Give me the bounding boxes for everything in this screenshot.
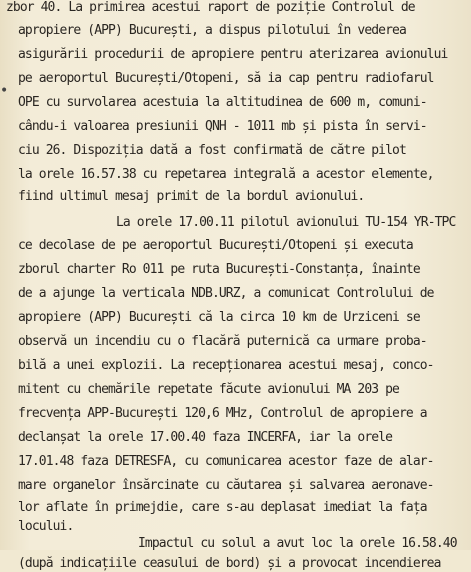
text-line: apropiere (APP) București că la circa 10 km de Urziceni se bbox=[18, 310, 420, 325]
text-line: ciu 26. Dispoziția dată a fost confirmată de către pilot bbox=[18, 143, 406, 158]
text-line: mare organelor însărcinate cu căutarea și salvarea aeronave- bbox=[18, 478, 434, 493]
text-line: la orele 16.57.38 cu repetarea integrală a acestor elemente, bbox=[18, 167, 434, 182]
text-line: (după indicațiile ceasului de bord) și a provocat incendierea bbox=[18, 556, 441, 571]
text-line: ce decolase de pe aeroportul București/Otopeni și executa bbox=[18, 238, 413, 253]
text-line: zborul charter Ro 011 pe ruta București-Constanța, înainte bbox=[18, 262, 420, 277]
text-line: pe aeroportul București/Otopeni, să ia cap pentru radiofarul bbox=[18, 71, 434, 86]
text-line: observă un incendiu cu o flacără puternică ca urmare proba- bbox=[18, 334, 427, 349]
text-line: lor aflate în primejdie, care s-au deplasat imediat la fața bbox=[18, 500, 427, 515]
text-line: frecvența APP-București 120,6 MHz, Controlul de apropiere a bbox=[18, 406, 427, 421]
text-line: locului. bbox=[18, 519, 74, 534]
text-line: asigurării procedurii de apropiere pentru aterizarea avionului bbox=[18, 47, 448, 62]
text-line: de a ajunge la verticala NDB.URZ, a comunicat Controlului de bbox=[18, 286, 434, 301]
text-line: cându-i valoarea presiunii QNH - 1011 mb și pista în servi- bbox=[18, 119, 427, 134]
text-line: zbor 40. La primirea acestui raport de poziție Controlul de bbox=[6, 0, 415, 15]
text-line: La orele 17.00.11 pilotul avionului TU-154 YR-TPC bbox=[116, 215, 456, 230]
text-line: apropiere (APP) București, a dispus pilotului în vederea bbox=[18, 23, 406, 38]
text-line: declanșat la orele 17.00.40 faza INCERFA, iar la orele bbox=[18, 430, 393, 445]
text-line: mitent cu chemările repetate făcute avionului MA 203 pe bbox=[18, 382, 399, 397]
text-line: 17.01.48 faza DETRESFA, cu comunicarea acestor faze de alar- bbox=[18, 454, 434, 469]
text-line: fiind ultimul mesaj primit de la bordul avionului. bbox=[18, 189, 365, 204]
text-line: OPE cu survolarea acestuia la altitudinea de 600 m, comuni- bbox=[18, 95, 427, 110]
text-line: bilă a unei explozii. La recepționarea acestui mesaj, conco- bbox=[18, 358, 434, 373]
margin-dot: • bbox=[0, 83, 9, 99]
text-line: Impactul cu solul a avut loc la orele 16.58.40 bbox=[138, 536, 457, 551]
